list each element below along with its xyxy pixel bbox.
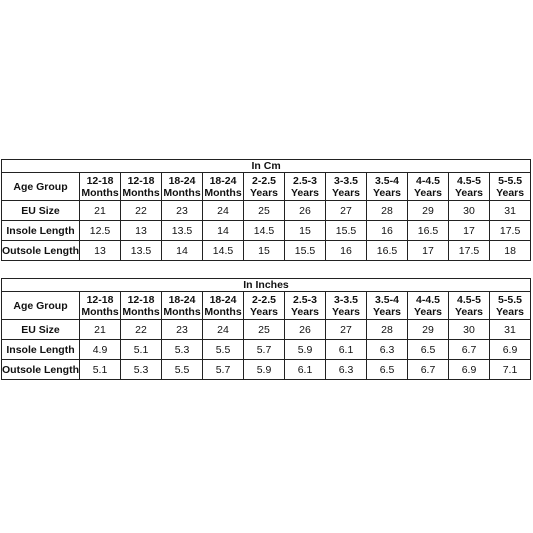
eu-size-cell: 25 xyxy=(244,201,285,221)
insole-length-cell: 15.5 xyxy=(326,221,367,241)
insole-length-cell: 5.1 xyxy=(121,340,162,360)
age-range: 5-5.5 xyxy=(498,293,522,306)
age-group-cell xyxy=(449,173,490,201)
outsole-length-row xyxy=(2,360,531,380)
eu-size-cell: 24 xyxy=(203,201,244,221)
eu-size-cell: 24 xyxy=(203,320,244,340)
insole-length-label: Insole Length xyxy=(2,340,80,360)
age-group-cell xyxy=(326,173,367,201)
insole-length-cell: 5.7 xyxy=(244,340,285,360)
outsole-length-cell: 5.1 xyxy=(80,360,121,380)
outsole-length-cell: 13.5 xyxy=(121,241,162,261)
age-group-cell xyxy=(285,292,326,320)
age-group-cell xyxy=(121,173,162,201)
age-group-cell xyxy=(326,292,367,320)
age-range: 18-24 xyxy=(209,293,237,306)
insole-length-cell: 17.5 xyxy=(490,221,531,241)
eu-size-cell: 28 xyxy=(367,320,408,340)
outsole-length-row xyxy=(2,241,531,261)
eu-size-row xyxy=(2,320,531,340)
outsole-length-cell: 17 xyxy=(408,241,449,261)
outsole-length-cell: 15.5 xyxy=(285,241,326,261)
outsole-length-cell: 6.3 xyxy=(326,360,367,380)
age-range: 3-3.5 xyxy=(334,293,358,306)
insole-length-cell: 5.3 xyxy=(162,340,203,360)
age-range: 4.5-5 xyxy=(457,293,481,306)
age-group-row xyxy=(2,173,531,201)
age-group-cell xyxy=(244,173,285,201)
age-unit: Years xyxy=(495,305,525,318)
age-group-cell xyxy=(80,173,121,201)
outsole-length-cell: 5.3 xyxy=(121,360,162,380)
age-unit: Years xyxy=(290,305,320,318)
age-unit: Years xyxy=(331,305,361,318)
age-range: 2-2.5 xyxy=(252,293,276,306)
outsole-length-cell: 7.1 xyxy=(490,360,531,380)
outsole-length-cell: 14 xyxy=(162,241,203,261)
age-group-cell xyxy=(203,173,244,201)
age-group-cell xyxy=(162,173,203,201)
eu-size-cell: 26 xyxy=(285,320,326,340)
eu-size-cell: 25 xyxy=(244,320,285,340)
age-range: 3-3.5 xyxy=(334,174,358,187)
age-group-cell xyxy=(162,292,203,320)
outsole-length-cell: 18 xyxy=(490,241,531,261)
eu-size-label: EU Size xyxy=(2,201,80,221)
insole-length-cell: 14 xyxy=(203,221,244,241)
outsole-length-cell: 5.7 xyxy=(203,360,244,380)
insole-length-row xyxy=(2,340,531,360)
insole-length-cell: 5.5 xyxy=(203,340,244,360)
eu-size-cell: 27 xyxy=(326,201,367,221)
outsole-length-label: Outsole Length xyxy=(2,360,80,380)
age-group-row xyxy=(2,292,531,320)
eu-size-cell: 22 xyxy=(121,320,162,340)
insole-length-cell: 6.9 xyxy=(490,340,531,360)
eu-size-cell: 28 xyxy=(367,201,408,221)
insole-length-cell: 12.5 xyxy=(80,221,121,241)
eu-size-cell: 31 xyxy=(490,201,531,221)
age-unit: Years xyxy=(413,305,443,318)
outsole-length-cell: 14.5 xyxy=(203,241,244,261)
age-range: 12-18 xyxy=(86,174,114,187)
eu-size-cell: 21 xyxy=(80,201,121,221)
outsole-length-label: Outsole Length xyxy=(2,241,80,261)
age-unit: Years xyxy=(290,186,320,199)
eu-size-cell: 31 xyxy=(490,320,531,340)
age-range: 18-24 xyxy=(209,174,237,187)
age-unit: Months xyxy=(204,186,242,199)
age-group-cell xyxy=(244,292,285,320)
insole-length-cell: 4.9 xyxy=(80,340,121,360)
age-range: 18-24 xyxy=(168,174,196,187)
outsole-length-cell: 16.5 xyxy=(367,241,408,261)
age-unit: Years xyxy=(331,186,361,199)
age-group-cell xyxy=(367,173,408,201)
eu-size-cell: 30 xyxy=(449,320,490,340)
outsole-length-cell: 6.9 xyxy=(449,360,490,380)
age-unit: Months xyxy=(81,305,119,318)
eu-size-label: EU Size xyxy=(2,320,80,340)
age-group-label: Age Group xyxy=(2,173,80,201)
age-range: 3.5-4 xyxy=(375,174,399,187)
eu-size-cell: 30 xyxy=(449,201,490,221)
insole-length-cell: 6.3 xyxy=(367,340,408,360)
insole-length-cell: 16 xyxy=(367,221,408,241)
insole-length-cell: 13.5 xyxy=(162,221,203,241)
insole-length-cell: 6.5 xyxy=(408,340,449,360)
insole-length-cell: 17 xyxy=(449,221,490,241)
age-range: 2-2.5 xyxy=(252,174,276,187)
insole-length-row xyxy=(2,221,531,241)
age-unit: Months xyxy=(204,305,242,318)
outsole-length-cell: 5.5 xyxy=(162,360,203,380)
age-unit: Years xyxy=(249,186,279,199)
age-unit: Years xyxy=(372,186,402,199)
outsole-length-cell: 6.7 xyxy=(408,360,449,380)
eu-size-row xyxy=(2,201,531,221)
age-group-cell xyxy=(367,292,408,320)
age-range: 2.5-3 xyxy=(293,174,317,187)
age-range: 2.5-3 xyxy=(293,293,317,306)
age-group-label: Age Group xyxy=(2,292,80,320)
table-title: In Cm xyxy=(2,160,531,173)
outsole-length-cell: 16 xyxy=(326,241,367,261)
age-group-cell xyxy=(408,173,449,201)
eu-size-cell: 23 xyxy=(162,201,203,221)
age-range: 12-18 xyxy=(127,174,155,187)
age-unit: Months xyxy=(81,186,119,199)
insole-length-cell: 15 xyxy=(285,221,326,241)
age-group-cell xyxy=(285,173,326,201)
age-range: 3.5-4 xyxy=(375,293,399,306)
table-caption-row xyxy=(2,279,531,292)
table-title: In Inches xyxy=(2,279,531,292)
age-unit: Years xyxy=(496,186,525,199)
age-group-cell xyxy=(203,292,244,320)
age-unit: Months xyxy=(163,305,201,318)
insole-length-cell: 6.7 xyxy=(449,340,490,360)
age-unit: Years xyxy=(413,186,443,199)
size-chart-table-cm xyxy=(1,159,531,261)
age-group-cell xyxy=(80,292,121,320)
age-range: 18-24 xyxy=(168,293,196,306)
age-group-cell xyxy=(121,292,162,320)
insole-length-cell: 5.9 xyxy=(285,340,326,360)
age-unit: Years xyxy=(454,186,484,199)
outsole-length-cell: 15 xyxy=(244,241,285,261)
insole-length-cell: 6.1 xyxy=(326,340,367,360)
outsole-length-cell: 17.5 xyxy=(449,241,490,261)
age-unit: Years xyxy=(372,305,402,318)
age-range: 5-5.5 xyxy=(498,174,523,187)
insole-length-cell: 13 xyxy=(121,221,162,241)
age-group-cell xyxy=(408,292,449,320)
age-group-cell xyxy=(449,292,490,320)
age-unit: Months xyxy=(163,186,201,199)
age-range: 4-4.5 xyxy=(416,293,440,306)
age-unit: Months xyxy=(122,186,160,199)
eu-size-cell: 23 xyxy=(162,320,203,340)
age-range: 4-4.5 xyxy=(416,174,440,187)
eu-size-cell: 29 xyxy=(408,320,449,340)
eu-size-cell: 27 xyxy=(326,320,367,340)
eu-size-cell: 26 xyxy=(285,201,326,221)
age-group-cell xyxy=(490,173,531,201)
outsole-length-cell: 5.9 xyxy=(244,360,285,380)
age-unit: Years xyxy=(454,305,484,318)
age-range: 12-18 xyxy=(127,293,155,306)
insole-length-cell: 16.5 xyxy=(408,221,449,241)
eu-size-cell: 21 xyxy=(80,320,121,340)
outsole-length-cell: 6.5 xyxy=(367,360,408,380)
table-caption-row xyxy=(2,160,531,173)
age-unit: Years xyxy=(249,305,279,318)
size-chart-table-inches xyxy=(1,278,531,380)
eu-size-cell: 22 xyxy=(121,201,162,221)
age-range: 12-18 xyxy=(86,293,114,306)
age-group-cell xyxy=(490,292,531,320)
outsole-length-cell: 6.1 xyxy=(285,360,326,380)
age-unit: Months xyxy=(122,305,160,318)
eu-size-cell: 29 xyxy=(408,201,449,221)
insole-length-cell: 14.5 xyxy=(244,221,285,241)
insole-length-label: Insole Length xyxy=(2,221,80,241)
age-range: 4.5-5 xyxy=(457,174,481,187)
outsole-length-cell: 13 xyxy=(80,241,121,261)
